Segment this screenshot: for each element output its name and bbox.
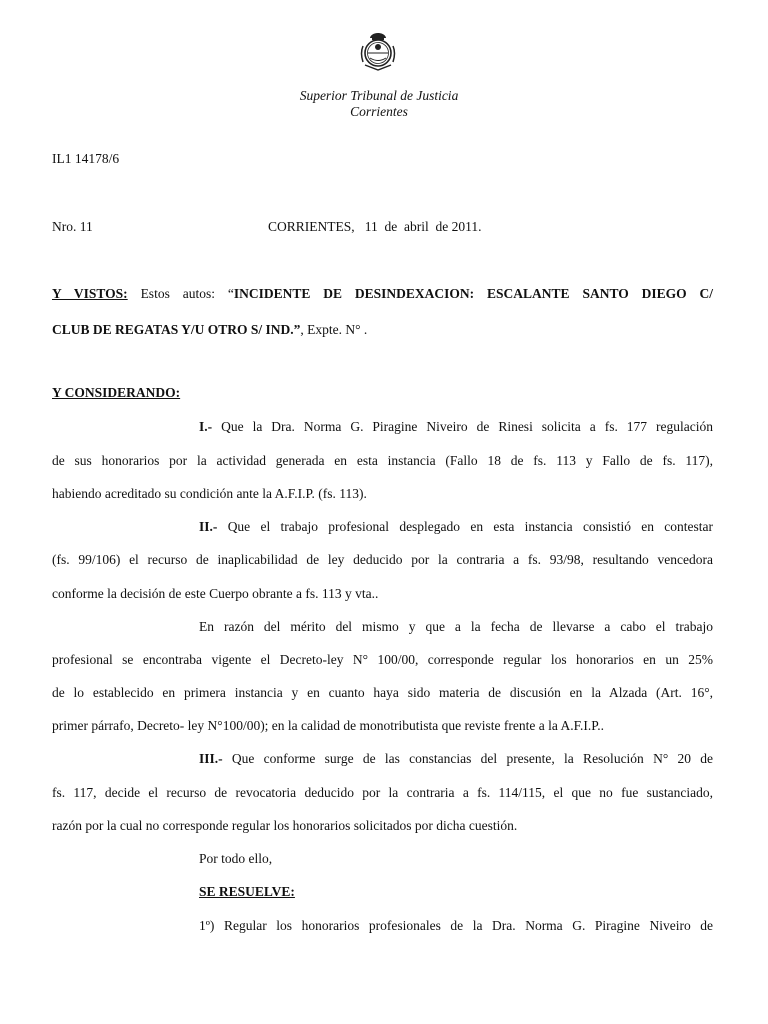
considerando-heading: Y CONSIDERANDO:	[52, 385, 181, 400]
paragraph-i-line-3: habiendo acreditado su condición ante la A.F.I.P. (fs. 113).	[52, 486, 367, 501]
paragraph-iii-line-3: razón por la cual no corresponde regular los honorarios solicitados por dicha cuestión.	[52, 818, 518, 833]
paragraph-iii-number: III.-	[199, 751, 223, 766]
paragraph-ii-number: II.-	[199, 519, 218, 534]
paragraph-ii-line-3: conforme la decisión de este Cuerpo obrante a fs. 113 y vta..	[52, 586, 379, 601]
vistos-line-2	[52, 322, 713, 338]
court-name: Superior Tribunal de Justicia	[299, 88, 459, 103]
paragraph-merit-line-4: primer párrafo, Decreto- ley N°100/00); en la calidad de monotributista que reviste frente a la A.F.I.P..	[52, 718, 605, 733]
place-and-date: CORRIENTES, 11 de abril de 2011.	[268, 219, 482, 234]
coat-of-arms-seal	[357, 30, 399, 72]
paragraph-merit-line-3: de lo establecido en primera instancia y en cuanto haya sido materia de discusión en la Alzada (Art. 16°,	[52, 685, 713, 700]
resolution-number: Nro. 11	[52, 219, 93, 234]
paragraph-ii-line-1: II.- Que el trabajo profesional desplegado en esta instancia consistió en contestar	[199, 519, 713, 534]
paragraph-merit-line-1: En razón del mérito del mismo y que a la fecha de llevarse a cabo el trabajo	[199, 619, 713, 634]
por-todo-ello: Por todo ello,	[199, 851, 273, 866]
paragraph-ii-line-2: (fs. 99/106) el recurso de inaplicabilidad de ley deducido por la contraria a fs. 93/98, resultando vencedora	[52, 552, 713, 567]
case-title-line-1: INCIDENTE DE DESINDEXACION: ESCALANTE SANTO DIEGO C/	[233, 286, 714, 301]
paragraph-i-line-2: de sus honorarios por la actividad generada en esta instancia (Fallo 18 de fs. 113 y Fallo de fs. 117),	[52, 453, 713, 468]
file-reference: IL1 14178/6	[52, 151, 120, 166]
se-resuelve-heading: SE RESUELVE:	[199, 884, 295, 899]
paragraph-iii-line-1: III.- Que conforme surge de las constancias del presente, la Resolución N° 20 de	[199, 751, 713, 766]
vistos-tail: , Expte. N° .	[300, 322, 368, 337]
paragraph-merit-line-2: profesional se encontraba vigente el Decreto-ley N° 100/00, corresponde regular los honorarios en un 25%	[52, 652, 713, 667]
vistos-intro: Estos autos: “	[140, 286, 234, 301]
paragraph-i-number: I.-	[199, 419, 213, 434]
paragraph-iii-line-2: fs. 117, decide el recurso de revocatoria deducido por la contraria a fs. 114/115, el que no fue sustanciado,	[52, 785, 713, 800]
case-title-line-2: CLUB DE REGATAS Y/U OTRO S/ IND.”	[52, 322, 301, 337]
paragraph-i-line-1: I.- Que la Dra. Norma G. Piragine Niveiro de Rinesi solicita a fs. 177 regulación	[199, 419, 714, 434]
vistos-line-1	[52, 286, 713, 302]
resolution-item-1-line-1: 1º) Regular los honorarios profesionales de la Dra. Norma G. Piragine Niveiro de	[199, 918, 713, 933]
court-city: Corrientes	[350, 104, 408, 119]
vistos-label: Y VISTOS:	[52, 286, 128, 301]
